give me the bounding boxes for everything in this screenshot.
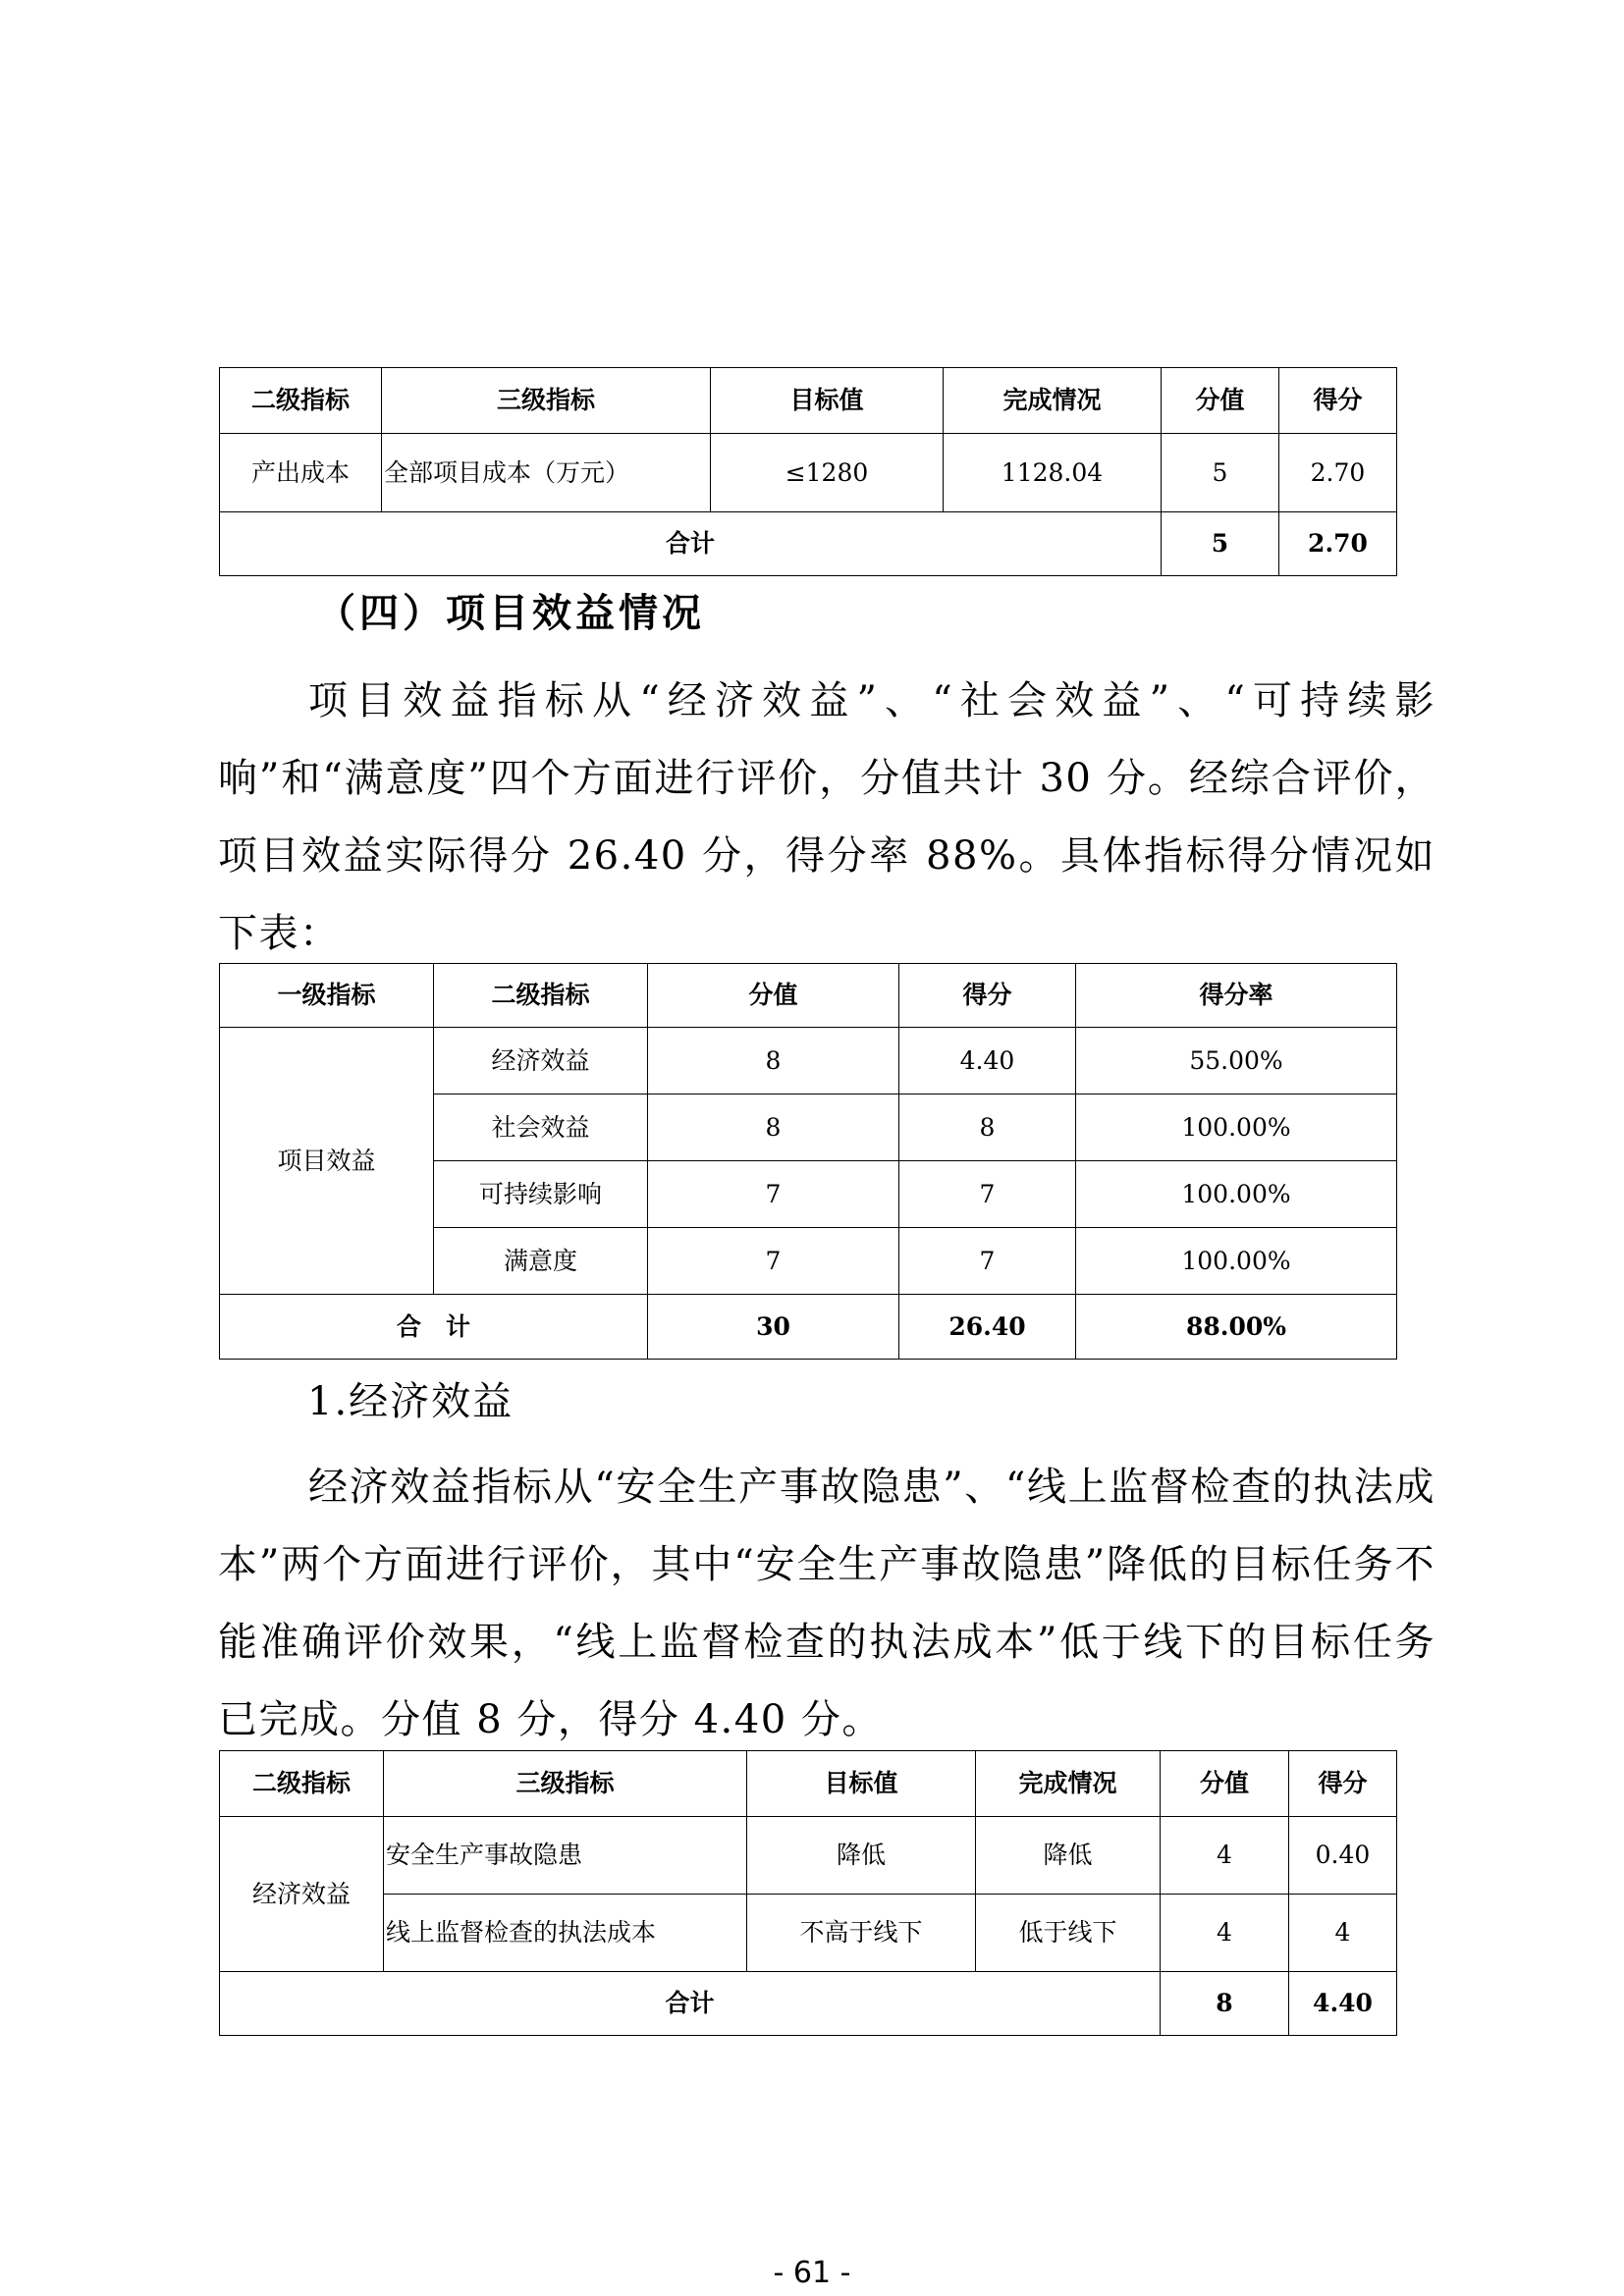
cell-level3: 线上监督检查的执法成本 [384,1895,747,1972]
cell-level2: 产出成本 [220,434,382,512]
cell-got: 4.40 [899,1028,1076,1095]
cell-got: 8 [899,1095,1076,1161]
cell-actual: 降低 [976,1817,1161,1895]
table-row [220,1028,1397,1095]
total-row [220,512,1397,576]
header-level2: 二级指标 [220,1751,384,1817]
cell-level3: 安全生产事故隐患 [384,1817,747,1895]
total-label: 合计 [220,1972,1161,2036]
table-row [220,1817,1397,1895]
cell-score: 4 [1161,1895,1289,1972]
header-level2: 二级指标 [434,964,648,1028]
header-got: 得分 [899,964,1076,1028]
header-actual: 完成情况 [976,1751,1161,1817]
cell-rate: 55.00% [1076,1028,1397,1095]
subheading-economic: 1.经济效益 [307,1379,514,1424]
header-level1: 一级指标 [220,964,434,1028]
cell-name: 可持续影响 [434,1161,648,1228]
header-score: 分值 [1161,1751,1289,1817]
cell-level3: 全部项目成本（万元） [382,434,711,512]
total-got: 26.40 [899,1295,1076,1360]
paragraph-benefit-summary: 项目效益指标从“经济效益”、“社会效益”、“可持续影响”和“满意度”四个方面进行评价，分值共计 30 分。经综合评价，项目效益实际得分 26.40 分，得分率 88%。具体指标得分情况如下表： [218,678,1435,956]
cell-rate: 100.00% [1076,1161,1397,1228]
total-label: 合计 [220,512,1162,576]
cell-score: 7 [648,1228,899,1295]
cell-got: 7 [899,1228,1076,1295]
total-rate: 88.00% [1076,1295,1397,1360]
economic-benefit-table [219,1750,1397,2036]
cell-target: ≤1280 [711,434,944,512]
header-target: 目标值 [747,1751,976,1817]
section-heading: （四）项目效益情况 [316,591,705,636]
total-score: 5 [1162,512,1279,576]
cell-group: 经济效益 [220,1817,384,1972]
cell-target: 降低 [747,1817,976,1895]
cell-score: 4 [1161,1817,1289,1895]
header-level2: 二级指标 [220,368,382,434]
cell-actual: 1128.04 [944,434,1162,512]
header-level3: 三级指标 [384,1751,747,1817]
total-score: 30 [648,1295,899,1360]
total-score: 8 [1161,1972,1289,2036]
cell-rate: 100.00% [1076,1228,1397,1295]
header-got: 得分 [1279,368,1397,434]
header-score: 分值 [648,964,899,1028]
header-actual: 完成情况 [944,368,1162,434]
cell-target: 不高于线下 [747,1895,976,1972]
cell-got: 2.70 [1279,434,1397,512]
header-rate: 得分率 [1076,964,1397,1028]
cell-score: 5 [1162,434,1279,512]
cell-got: 0.40 [1289,1817,1397,1895]
total-label: 合 计 [220,1295,648,1360]
total-got: 4.40 [1289,1972,1397,2036]
cell-score: 8 [648,1028,899,1095]
table-row [220,434,1397,512]
page-number: - 61 - [773,2256,851,2290]
cell-group: 项目效益 [220,1028,434,1295]
paragraph-economic: 经济效益指标从“安全生产事故隐患”、“线上监督检查的执法成本”两个方面进行评价，其中“安全生产事故隐患”降低的目标任务不能准确评价效果，“线上监督检查的执法成本”低于线下的目标任务已完成。分值 8 分，得分 4.40 分。 [218,1465,1435,1742]
output-cost-table [219,367,1397,576]
cell-got: 4 [1289,1895,1397,1972]
cell-score: 7 [648,1161,899,1228]
cell-name: 满意度 [434,1228,648,1295]
cell-got: 7 [899,1161,1076,1228]
header-level3: 三级指标 [382,368,711,434]
cell-actual: 低于线下 [976,1895,1161,1972]
benefit-summary-table [219,963,1397,1360]
cell-score: 8 [648,1095,899,1161]
table-row [220,1895,1397,1972]
cell-rate: 100.00% [1076,1095,1397,1161]
header-target: 目标值 [711,368,944,434]
total-row [220,1295,1397,1360]
cell-name: 经济效益 [434,1028,648,1095]
total-row [220,1972,1397,2036]
cell-name: 社会效益 [434,1095,648,1161]
header-score: 分值 [1162,368,1279,434]
header-got: 得分 [1289,1751,1397,1817]
total-got: 2.70 [1279,512,1397,576]
